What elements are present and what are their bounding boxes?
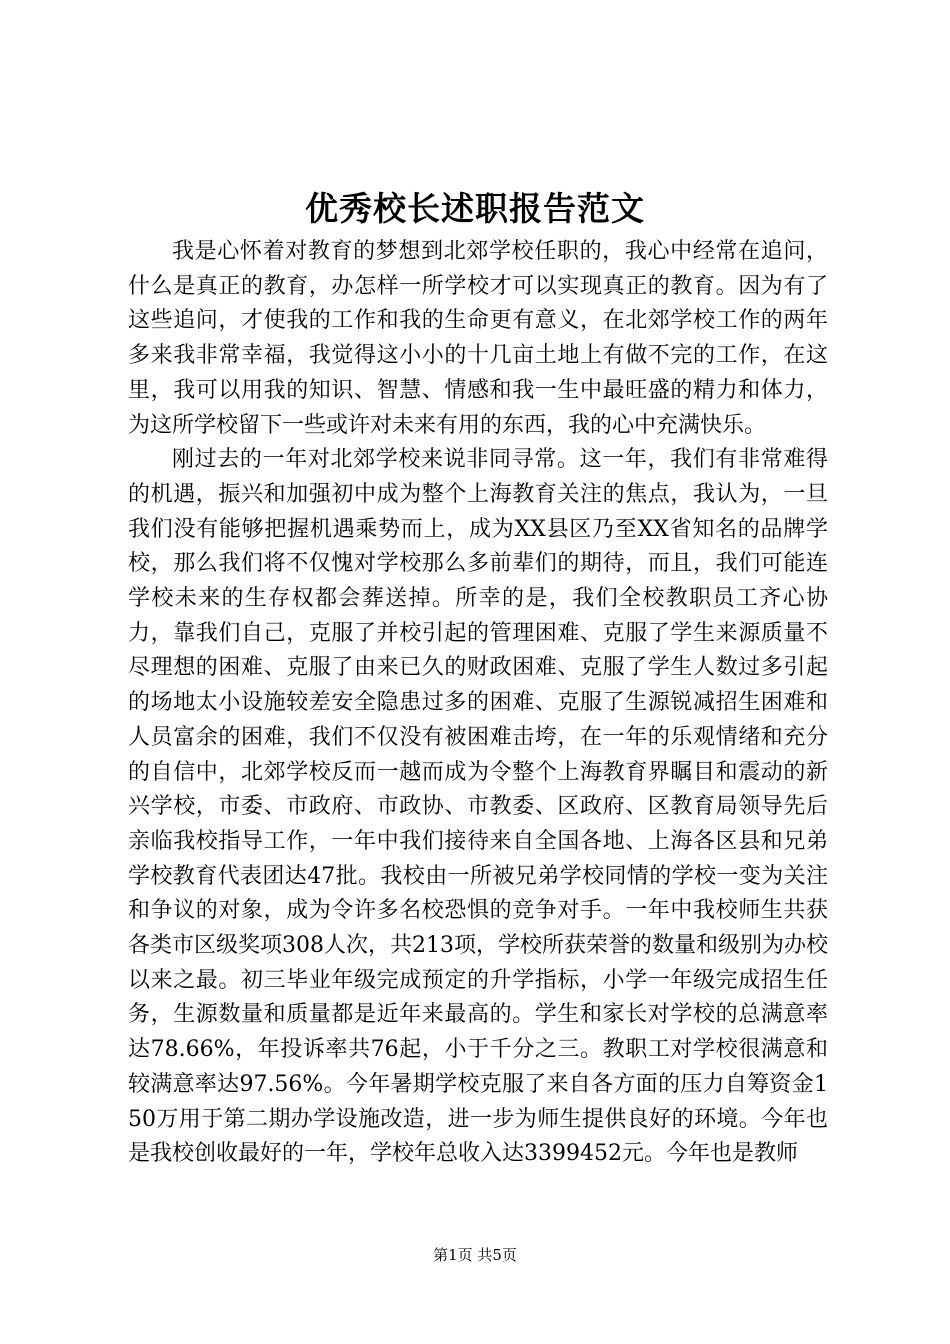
paragraph: 刚过去的一年对北郊学校来说非同寻常。这一年，我们有非常难得的机遇，振兴和加强初中成为整个上海教育关注的焦点，我认为，一旦我们没有能够把握机遇乘势而上，成为XX县区乃至XX省知名的品牌学校，那么我们将不仅愧对学校那么多前辈们的期待，而且，我们可能连学校未来的生存权都会葬送掉。所幸的是，我们全校教职员工齐心协力，靠我们自己，克服了并校引起的管理困难、克服了学生来源质量不尽理想的困难、克服了由来已久的财政困难、克服了学生人数过多引起的场地太小设施较差安全隐患过多的困难、克服了生源锐减招生困难和人员富余的困难，我们不仅没有被困难击垮，在一年的乐观情绪和充分的自信中，北郊学校反而一越而成为令整个上海教育界瞩目和震动的新兴学校，市委、市政府、市政协、市教委、区政府、区教育局领导先后亲临我校指导工作，一年中我们接待来自全国各地、上海各区县和兄弟学校教育代表团达47批。我校由一所被兄弟学校同情的学校一变为关注和争议的对象，成为令许多名校恐惧的竞争对手。一年中我校师生共获各类市区级奖项308人次，共213项，学校所获荣誉的数量和级别为办校以来之最。初三毕业年级完成预定的升学指标，小学一年级完成招生任务，生源数量和质量都是近年来最高的。学生和家长对学校的总满意率达78.66%，年投诉率共76起，小于千分之三。教职工对学校很满意和较满意率达97.56%。今年暑期学校克服了来自各方面的压力自筹资金150万用于第二期办学设施改造，进一步为师生提供良好的环境。今年也是我校创收最好的一年，学校年总收入达3399452元。今年也是教师 (128, 447, 828, 1167)
document-body (128, 235, 828, 1172)
document-title: 优秀校长述职报告范文 (305, 189, 645, 228)
paragraph: 我是心怀着对教育的梦想到北郊学校任职的，我心中经常在追问，什么是真正的教育，办怎样一所学校才可以实现真正的教育。因为有了这些追问，才使我的工作和我的生命更有意义，在北郊学校工作的两年多来我非常幸福，我觉得这小小的十几亩土地上有做不完的工作，在这里，我可以用我的知识、智慧、情感和我一生中最旺盛的精力和体力，为这所学校留下一些或许对未来有用的东西，我的心中充满快乐。 (128, 239, 828, 438)
page-footer: 第1页 共5页 (433, 1246, 517, 1264)
